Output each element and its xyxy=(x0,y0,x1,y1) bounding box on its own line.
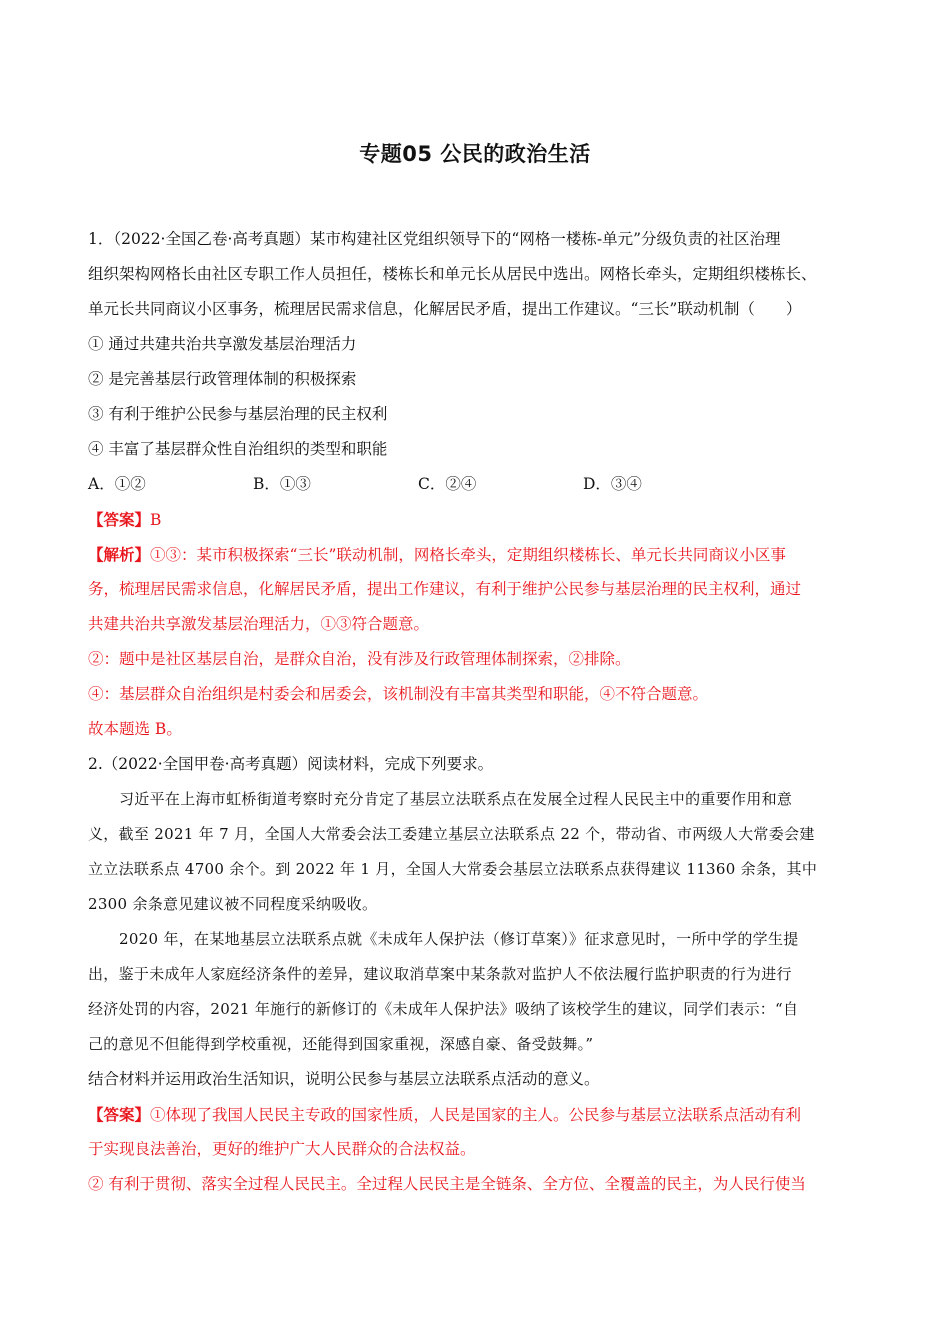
q2-answer-line: 于实现良法善治，更好的维护广大人民群众的合法权益。 xyxy=(88,1140,476,1158)
q1-answer-value: B xyxy=(150,511,162,529)
q1-stem-line: 1．（2022·全国乙卷·高考真题）某市构建社区党组织领导下的“网格一楼栋-单元”分级负责的社区治理 xyxy=(88,230,781,248)
q2-material-line: 经济处罚的内容，2021 年施行的新修订的《未成年人保护法》吸纳了该校学生的建议，同学们表示：“自 xyxy=(88,1000,799,1018)
q1-option-d: D．③④ xyxy=(583,475,642,493)
q1-analysis-line: 共建共治共享激发基层治理活力，①③符合题意。 xyxy=(88,615,430,633)
q2-material-line: 出，鉴于未成年人家庭经济条件的差异，建议取消草案中某条款对监护人不依法履行监护职责的行为进行 xyxy=(88,965,792,983)
q1-options xyxy=(88,467,863,502)
q1-option-c: C．②④ xyxy=(418,475,477,493)
q2-answer-line: ② 有利于贯彻、落实全过程人民民主。全过程人民民主是全链条、全方位、全覆盖的民主，为人民行使当 xyxy=(88,1175,806,1193)
q2-prompt: 结合材料并运用政治生活知识，说明公民参与基层立法联系点活动的意义。 xyxy=(88,1070,600,1088)
page-title: 专题05 公民的政治生活 xyxy=(359,142,591,166)
q1-analysis-line: ④：基层群众自治组织是村委会和居委会，该机制没有丰富其类型和职能，④不符合题意。 xyxy=(88,685,709,703)
q1-analysis-tag: 【解析】 xyxy=(88,545,151,564)
q1-stem-line: 单元长共同商议小区事务，梳理居民需求信息，化解居民矛盾，提出工作建议。“三长”联动机制（ ） xyxy=(88,300,802,318)
q2-material-line: 义，截至 2021 年 7 月，全国人大常委会法工委建立基层立法联系点 22 个，带动省、市两级人大常委会建 xyxy=(88,825,815,843)
q1-analysis-line: ②：题中是社区基层自治，是群众自治，没有涉及行政管理体制探索，②排除。 xyxy=(88,650,631,668)
question-2 xyxy=(88,747,863,1202)
q1-answer-tag: 【答案】 xyxy=(88,510,151,529)
q1-analysis-line: 故本题选 B。 xyxy=(88,720,182,738)
q1-statement: ③ 有利于维护公民参与基层治理的民主权利 xyxy=(88,405,388,423)
document-content xyxy=(88,222,863,1202)
q2-material-line: 2300 余条意见建议被不同程度采纳吸收。 xyxy=(88,895,378,913)
q2-answer-tag: 【答案】 xyxy=(88,1105,151,1124)
q2-material-line: 2020 年，在某地基层立法联系点就《未成年人保护法（修订草案）》征求意见时，一所中学的学生提 xyxy=(119,930,799,948)
q1-option-a: A．①② xyxy=(88,475,146,493)
q1-statement: ④ 丰富了基层群众性自治组织的类型和职能 xyxy=(88,440,388,458)
q1-stem-line: 组织架构网格长由社区专职工作人员担任，楼栋长和单元长从居民中选出。网格长牵头，定期组织楼栋长、 xyxy=(88,265,817,283)
q1-analysis-line xyxy=(88,537,863,572)
q2-material-line: 习近平在上海市虹桥街道考察时充分肯定了基层立法联系点在发展全过程人民民主中的重要作用和意 xyxy=(119,790,793,808)
q1-analysis-line: 务，梳理居民需求信息，化解居民矛盾，提出工作建议，有利于维护公民参与基层治理的民主权利，通过 xyxy=(88,580,802,598)
q2-answer-text: ①体现了我国人民民主专政的国家性质，人民是国家的主人。公民参与基层立法联系点活动有利 xyxy=(150,1106,802,1124)
q1-statement: ① 通过共建共治共享激发基层治理活力 xyxy=(88,335,357,353)
q2-material-line: 立立法联系点 4700 余个。到 2022 年 1 月，全国人大常委会基层立法联系点获得建议 11360 余条，其中 xyxy=(88,860,818,878)
q2-material-line: 己的意见不但能得到学校重视，还能得到国家重视，深感自豪、备受鼓舞。” xyxy=(88,1035,594,1053)
q1-option-b: B．①③ xyxy=(253,475,311,493)
q1-statement: ② 是完善基层行政管理体制的积极探索 xyxy=(88,370,357,388)
q2-header: 2.（2022·全国甲卷·高考真题）阅读材料，完成下列要求。 xyxy=(88,755,494,773)
question-1 xyxy=(88,222,863,747)
q2-answer-line xyxy=(88,1097,863,1132)
q1-analysis-text: ①③：某市积极探索“三长”联动机制，网格长牵头，定期组织楼栋长、单元长共同商议小区事 xyxy=(150,546,786,564)
q1-answer xyxy=(88,502,863,537)
